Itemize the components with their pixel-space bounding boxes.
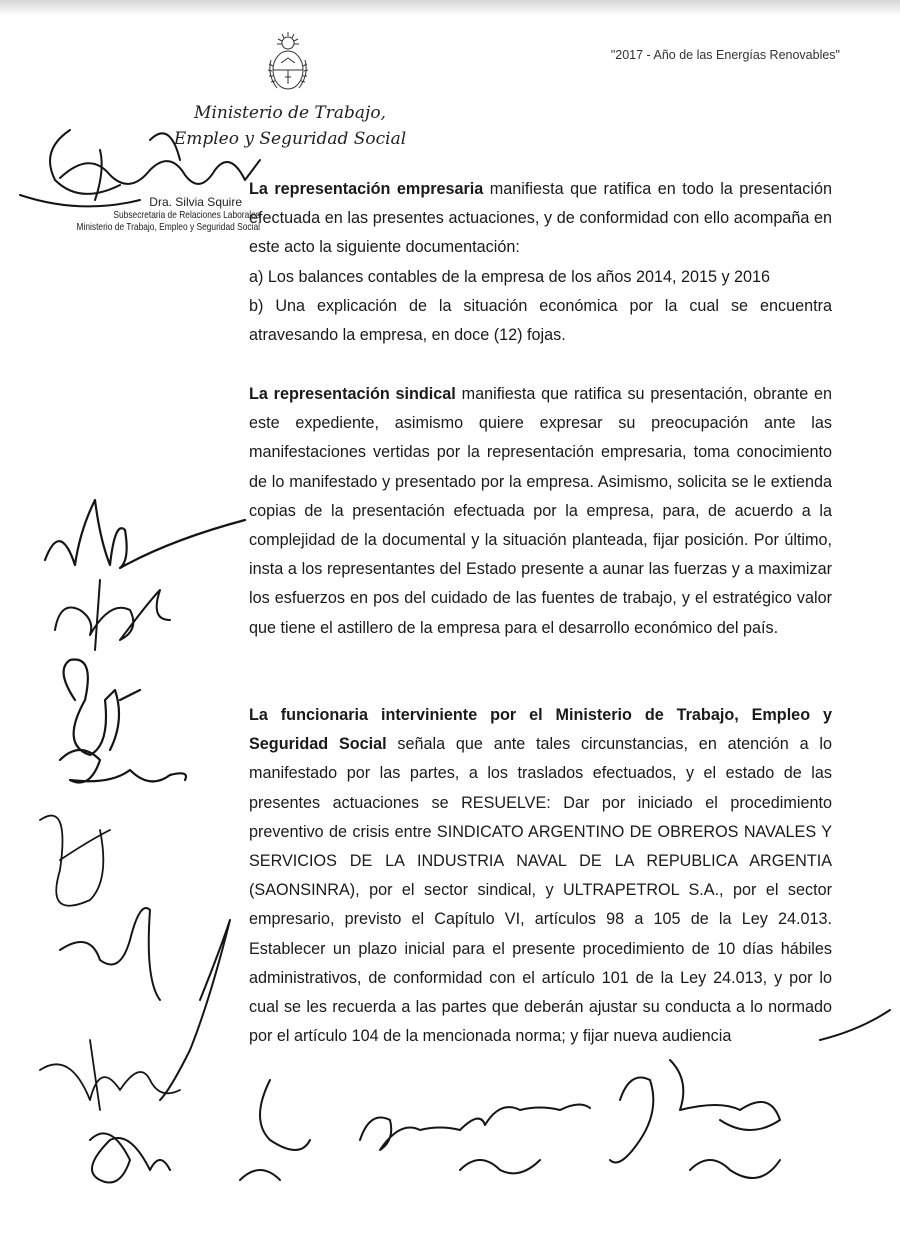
signature-left-2 [55,580,170,650]
signature-left-6 [40,1040,180,1110]
paragraph-company [249,175,832,350]
paragraph-resolution-text: señala que ante tales circunstancias, en atención a lo manifestado por las partes, a los traslados efectuados, y el estado de las presentes actuaciones se RESUELVE: Dar por iniciado el procedimiento preventivo de crisis entre SINDICATO ARGENTINO DE OBREROS NAVALES Y SERVICIOS DE LA INDUSTRIA NAVAL DE LA REPUBLICA ARGENTIA (SAONSINRA), por el sector sindical, y ULTRAPETROL S.A., por el sector empresario, previsto el Capítulo VI, artículos 98 a 105 de la Ley 24.013. Establecer un plazo inicial para el presente procedimiento de 10 días hábiles administrativos, de conformidad con el artículo 101 de la Ley 24.013, y por lo cual se les recuerda a las partes que deberán ajustar su conducta a lo normado por el artículo 104 de la mencionada norma; y fijar nueva audiencia [249,735,832,1046]
scan-edge-shadow [0,0,900,16]
paragraph-company-lead: La representación empresaria [249,180,484,198]
ministry-heading [160,100,420,152]
official-stamp [30,195,260,233]
signature-left-5 [60,908,230,1100]
paragraph-resolution-lead: La funcionaria interviniente por el Ministerio de Trabajo, Empleo y Seguridad Social [249,706,832,754]
national-seal-icon [263,30,313,94]
signature-bottom-2 [360,1104,590,1173]
ministry-line-1: Ministerio de Trabajo, [194,103,386,123]
signature-left-4 [40,816,110,906]
list-item-a: a) Los balances contables de la empresa de los años 2014, 2015 y 2016 [249,267,771,286]
signature-left-3 [60,660,186,783]
paragraph-company-text: manifiesta que ratifica en todo la presentación efectuada en las presentes actuaciones, y de conformidad con ello acompaña en este acto la siguiente documentación: [249,180,832,257]
header-motto: "2017 - Año de las Energías Renovables" [610,48,840,62]
paragraph-union [249,380,832,643]
paragraph-resolution [249,701,832,1051]
official-role: Subsecretaria de Relaciones Laborales [113,209,260,221]
official-org: Ministerio de Trabajo, Empleo y Seguridad Social [76,221,260,233]
paragraph-union-text: manifiesta que ratifica su presentación, obrante en este expediente, asimismo quiere expresar su preocupación ante las manifestaciones vertidas por la representación empresaria, toma conocimiento de lo manifestado y presentado por la empresa. Asimismo, solicita se le extienda copias de la presentación efectuada por la empresa, para, de acuerdo a la complejidad de la documental y la situación planteada, fijar posición. Por último, insta a los representantes del Estado presente a aunar las fuerzas y a maximizar los esfuerzos en pos del cuidado de las fuentes de trabajo, y el estratégico valor que tiene el astillero de la empresa para el desarrollo económico del país. [249,385,833,637]
official-name: Dra. Silvia Squire [149,195,242,209]
signature-left-1 [45,500,245,568]
signature-left-7 [90,1133,170,1182]
ministry-line-2: Empleo y Seguridad Social [173,129,407,149]
signature-bottom-1 [240,1080,310,1180]
list-item-b: b) Una explicación de la situación económica por la cual se encuentra atravesando la empresa, en doce (12) fojas. [249,296,832,345]
paragraph-union-lead: La representación sindical [249,385,456,403]
